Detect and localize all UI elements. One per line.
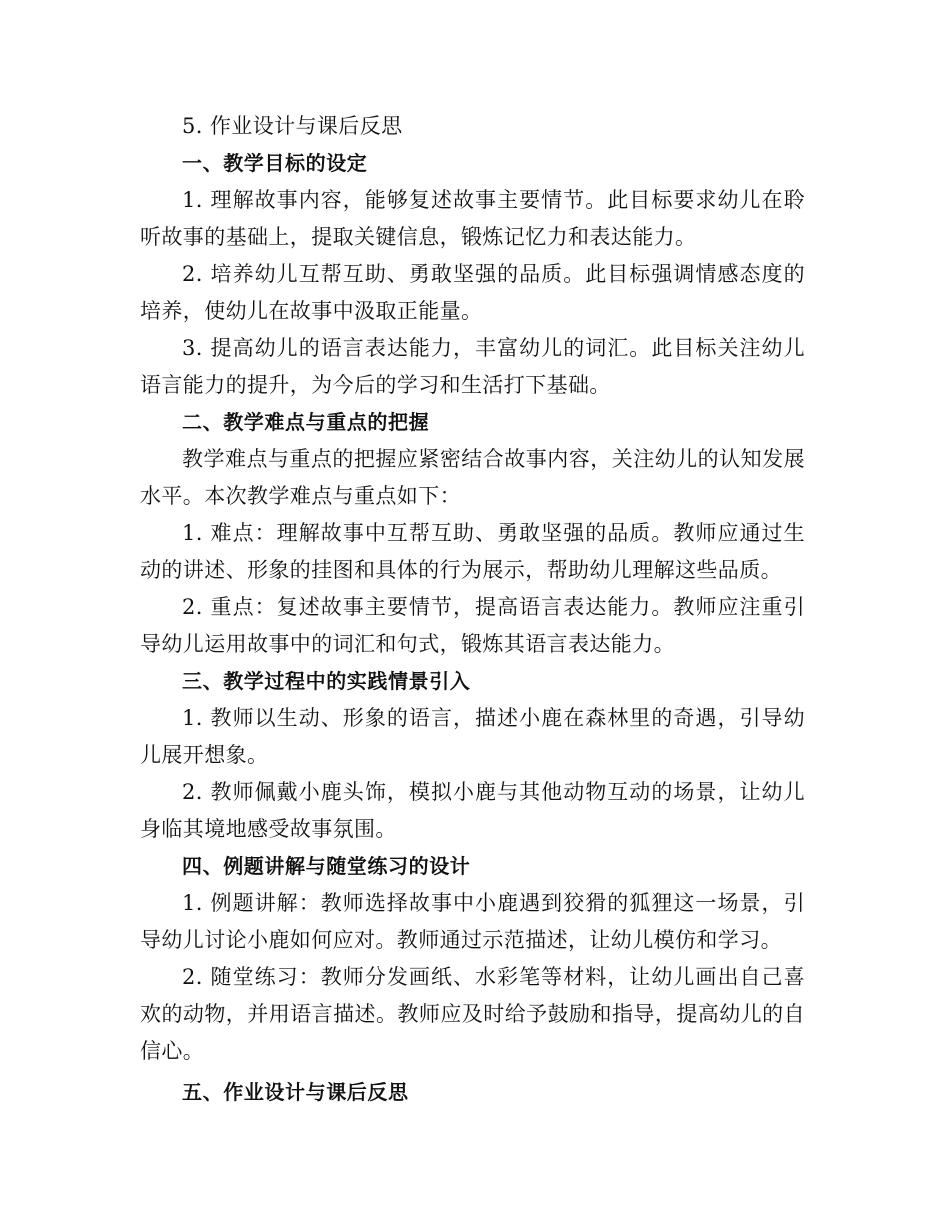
goal-paragraph-2: 2. 培养幼儿互帮互助、勇敢坚强的品质。此目标强调情感态度的培养，使幼儿在故事中汲取正能量。 xyxy=(140,262,805,323)
difficulties-intro-paragraph: 教学难点与重点的把握应紧密结合故事内容，关注幼儿的认知发展水平。本次教学难点与重点如下： xyxy=(140,447,805,508)
practice-paragraph-2: 2. 教师佩戴小鹿头饰，模拟小鹿与其他动物互动的场景，让幼儿身临其境地感受故事氛围。 xyxy=(140,780,805,841)
exercise-paragraph: 2. 随堂练习：教师分发画纸、水彩笔等材料，让幼儿画出自己喜欢的动物，并用语言描述。教师应及时给予鼓励和指导，提高幼儿的自信心。 xyxy=(140,965,805,1063)
document-body xyxy=(140,108,805,1111)
section-heading-difficulties: 二、教学难点与重点的把握 xyxy=(182,410,430,434)
section-heading-teaching-goals: 一、教学目标的设定 xyxy=(182,151,368,175)
goal-paragraph-1: 1. 理解故事内容，能够复述故事主要情节。此目标要求幼儿在聆听故事的基础上，提取关键信息，锻炼记忆力和表达能力。 xyxy=(140,188,805,249)
practice-paragraph-1: 1. 教师以生动、形象的语言，描述小鹿在森林里的奇遇，引导幼儿展开想象。 xyxy=(140,706,805,767)
key-point-paragraph: 2. 重点：复述故事主要情节，提高语言表达能力。教师应注重引导幼儿运用故事中的词汇和句式，锻炼其语言表达能力。 xyxy=(140,595,805,656)
goal-paragraph-3: 3. 提高幼儿的语言表达能力，丰富幼儿的词汇。此目标关注幼儿语言能力的提升，为今后的学习和生活打下基础。 xyxy=(140,336,805,397)
list-item-homework-reflection: 5. 作业设计与课后反思 xyxy=(182,114,403,138)
section-heading-examples: 四、例题讲解与随堂练习的设计 xyxy=(182,854,471,878)
example-paragraph: 1. 例题讲解：教师选择故事中小鹿遇到狡猾的狐狸这一场景，引导幼儿讨论小鹿如何应对。教师通过示范描述，让幼儿模仿和学习。 xyxy=(140,891,805,952)
section-heading-homework: 五、作业设计与课后反思 xyxy=(182,1080,409,1104)
section-heading-practice-intro: 三、教学过程中的实践情景引入 xyxy=(182,669,471,693)
difficulty-paragraph: 1. 难点：理解故事中互帮互助、勇敢坚强的品质。教师应通过生动的讲述、形象的挂图和具体的行为展示，帮助幼儿理解这些品质。 xyxy=(140,521,805,582)
